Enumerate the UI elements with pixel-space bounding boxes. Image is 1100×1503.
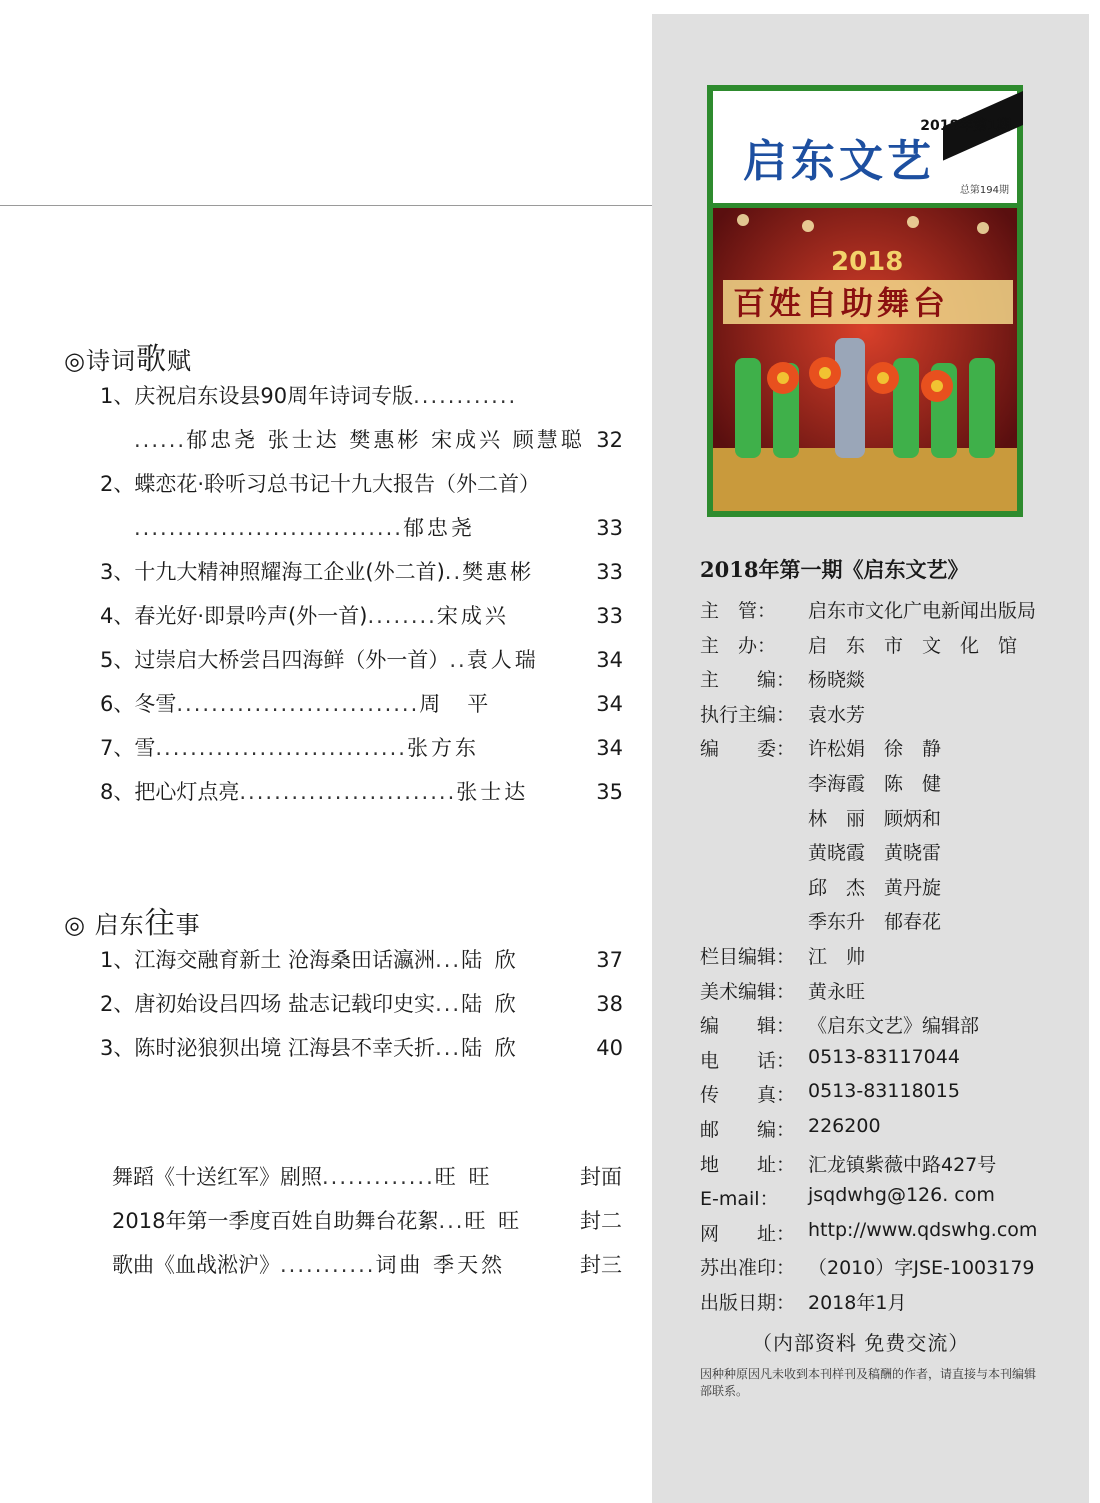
masthead-row <box>700 1218 1038 1246</box>
entry-number: 1、 <box>100 948 135 972</box>
entry-number: 5、 <box>100 648 135 672</box>
masthead-label: 编 委： <box>700 738 796 761</box>
toc-entry <box>134 514 623 542</box>
entry-title: 雪 <box>134 736 156 760</box>
masthead-value: 黄晓霞 黄晓雷 <box>808 842 942 865</box>
entry-author: 张方东 <box>406 736 479 760</box>
masthead-row <box>700 1080 960 1107</box>
masthead-label: 传 真： <box>700 1084 796 1107</box>
masthead-row <box>700 977 866 1004</box>
section-title-poetry: ◎诗词歌赋 <box>64 342 192 377</box>
entry-page: 33 <box>596 604 623 628</box>
credit-title: 2018年第一季度百姓自助舞台花絮 <box>112 1209 439 1233</box>
credit-page: 封面 <box>580 1165 622 1189</box>
entry-author: 周 平 <box>419 692 492 716</box>
distribution-note: （内部资料 免费交流） <box>752 1331 970 1355</box>
toc-entry <box>100 1034 623 1062</box>
masthead-row <box>700 942 866 969</box>
masthead-value: http://www.qdswhg.com <box>808 1218 1038 1241</box>
toc-entry <box>100 558 623 586</box>
section-title-history: ◎ 启东往事 <box>64 906 201 941</box>
leader-dots: ... <box>435 948 462 972</box>
masthead-value: 汇龙镇紫薇中路427号 <box>808 1153 997 1176</box>
entry-page: 34 <box>596 648 623 672</box>
entry-number: 7、 <box>100 736 135 760</box>
entry-author: 陆 欣 <box>461 992 519 1016</box>
toc-entry <box>100 990 623 1018</box>
stage-photo-image <box>713 208 1017 511</box>
masthead-row <box>700 1150 997 1177</box>
masthead-label: 苏出准印： <box>700 1257 796 1280</box>
masthead-row <box>700 700 866 727</box>
leader-dots: ... <box>438 1209 465 1233</box>
banner-year: 2018 <box>831 247 904 277</box>
entry-title: 过崇启大桥尝吕四海鲜（外一首） <box>134 648 450 672</box>
entry-number: 2、 <box>100 992 135 1016</box>
masthead-label: 出版日期： <box>700 1292 796 1314</box>
masthead-label: 执行主编： <box>700 703 796 726</box>
masthead-value: 2018年1月 <box>808 1292 907 1314</box>
credit-entry <box>112 1251 622 1279</box>
masthead-label: 地 址： <box>700 1153 796 1176</box>
leader-dots: ........... <box>280 1253 376 1277</box>
credit-title: 舞蹈《十送红军》剧照 <box>112 1165 322 1189</box>
credit-title: 歌曲《血战淞沪》 <box>112 1253 280 1277</box>
entry-title: 把心灯点亮 <box>134 780 240 804</box>
toc-entry <box>100 470 623 498</box>
entry-title: 十九大精神照耀海工企业(外二首) <box>134 560 445 584</box>
entry-title: 庆祝启东设县90周年诗词专版 <box>134 384 414 408</box>
leader-dots: ......................... <box>239 780 457 804</box>
toc-entry <box>100 946 623 974</box>
entry-title: 江海交融育新土 沧海桑田话瀛洲 <box>134 948 436 972</box>
cover-title: 启东文艺 <box>743 136 935 187</box>
leader-dots: ............. <box>322 1165 435 1189</box>
masthead-label: 主 编： <box>700 669 796 692</box>
entry-page: 38 <box>596 992 623 1016</box>
entry-page: 40 <box>596 1036 623 1060</box>
entry-number: 1、 <box>100 384 135 408</box>
masthead-value: 启 东 市 文 化 馆 <box>808 634 1018 657</box>
masthead-value: 袁水芳 <box>808 703 866 726</box>
entry-page: 33 <box>596 516 623 540</box>
masthead-value: 0513-83118015 <box>808 1080 960 1103</box>
masthead-label: E-mail： <box>700 1188 779 1211</box>
masthead-value: 《启东文艺》编辑部 <box>808 1015 980 1038</box>
entry-author: 郁忠尧 张士达 樊惠彬 宋成兴 顾慧聪 <box>186 428 585 452</box>
banner-text: 百姓自助舞台 <box>733 284 950 322</box>
entry-page: 37 <box>596 948 623 972</box>
entry-title: 唐初始设吕四场 盐志记载印史实 <box>134 992 436 1016</box>
toc-entry <box>134 426 623 454</box>
entry-number: 6、 <box>100 692 135 716</box>
masthead-value: 李海霞 陈 健 <box>808 773 942 795</box>
entry-author: 张士达 <box>456 780 529 804</box>
fine-print: 因种种原因凡未收到本刊样刊及稿酬的作者，请直接与本刊编辑部联系。 <box>700 1367 1037 1398</box>
credit-entry <box>112 1207 622 1235</box>
entry-title: 春光好·即景吟声(外一首) <box>134 604 368 628</box>
masthead-label: 电 话： <box>700 1049 796 1072</box>
toc-entry <box>100 778 623 806</box>
leader-dots: .. <box>444 560 463 584</box>
leader-dots: .. <box>449 648 467 672</box>
credit-author: 词曲 季天然 <box>375 1253 506 1277</box>
masthead-row <box>700 1184 995 1211</box>
toc-entry <box>100 734 623 762</box>
masthead-heading: 2018年第一期《启东文艺》 <box>700 557 969 582</box>
credit-entry <box>112 1163 622 1191</box>
masthead-label: 编 辑： <box>700 1015 796 1038</box>
masthead-value: 黄永旺 <box>808 980 866 1003</box>
masthead-value: 启东市文化广电新闻出版局 <box>808 600 1037 622</box>
leader-dots: ........ <box>367 604 437 628</box>
cover-total-issue: 总第194期 <box>959 185 1009 196</box>
credit-page: 封三 <box>580 1253 622 1277</box>
entry-author: 陆 欣 <box>461 948 519 972</box>
header-divider <box>0 205 652 206</box>
entry-page: 32 <box>596 428 623 452</box>
leader-dots: ............................ <box>176 692 420 716</box>
toc-entry <box>100 690 623 718</box>
entry-page: 33 <box>596 560 623 584</box>
masthead-value: 226200 <box>808 1115 881 1137</box>
masthead-label: 网 址： <box>700 1222 796 1245</box>
leader-dots: ...... <box>134 428 187 452</box>
cover-photo <box>713 208 1017 511</box>
toc-entry <box>100 646 623 674</box>
entry-page: 34 <box>596 736 623 760</box>
toc-entry <box>100 602 623 630</box>
masthead-value: 江 帅 <box>808 946 866 968</box>
masthead-value: 季东升 郁春花 <box>808 911 942 934</box>
cover-issue: 2018年第1期 <box>920 118 1011 134</box>
masthead-value: 许松娟 徐 静 <box>808 738 942 761</box>
credit-author: 旺 旺 <box>464 1209 523 1233</box>
entry-author: 陆 欣 <box>461 1036 519 1060</box>
masthead-label: 主 管： <box>700 600 777 622</box>
masthead-row <box>700 1115 881 1142</box>
leader-dots: ............................... <box>134 516 403 540</box>
entry-author: 樊惠彬 <box>462 560 535 584</box>
masthead-value: 0513-83117044 <box>808 1045 960 1068</box>
masthead-value: jsqdwhg@126. com <box>808 1184 995 1207</box>
leader-dots: ............................. <box>155 736 407 760</box>
entry-page: 35 <box>596 780 623 804</box>
leader-dots: ... <box>435 1036 462 1060</box>
masthead-row <box>700 1011 980 1038</box>
entry-title: 冬雪 <box>134 692 177 716</box>
credit-page: 封二 <box>580 1209 622 1233</box>
entry-title: 陈时泌狼狈出境 江海县不幸夭折 <box>134 1036 436 1060</box>
entry-number: 3、 <box>100 1036 135 1060</box>
entry-author: 宋成兴 <box>436 604 509 628</box>
entry-title: 蝶恋花·聆听习总书记十九大报告（外二首） <box>134 472 541 496</box>
credit-author: 旺 旺 <box>434 1165 493 1189</box>
masthead-row <box>700 734 942 761</box>
entry-number: 4、 <box>100 604 135 628</box>
entry-number: 8、 <box>100 780 135 804</box>
masthead-row <box>700 665 866 692</box>
masthead-value: 林 丽 顾炳和 <box>808 807 942 830</box>
masthead-label: 邮 编： <box>700 1119 796 1141</box>
toc-entry <box>100 382 623 410</box>
masthead-label: 美术编辑： <box>700 980 796 1003</box>
masthead-label: 主 办： <box>700 634 777 657</box>
entry-number: 3、 <box>100 560 135 584</box>
leader-dots: ............ <box>413 384 518 408</box>
entry-page: 34 <box>596 692 623 716</box>
cover-masthead <box>713 91 1017 203</box>
entry-number: 2、 <box>100 472 135 496</box>
entry-author: 袁人瑞 <box>466 648 539 672</box>
masthead-row <box>700 596 1037 623</box>
masthead-value: （2010）字JSE-1003179 <box>808 1257 1035 1280</box>
masthead-value: 杨晓燚 <box>808 669 866 692</box>
masthead-row <box>700 1253 1035 1280</box>
masthead-row <box>700 1045 960 1073</box>
masthead-row <box>700 631 1018 658</box>
magazine-cover <box>707 85 1023 517</box>
masthead-label: 栏目编辑： <box>700 946 796 968</box>
masthead-value: 邱 杰 黄丹旋 <box>808 876 942 899</box>
leader-dots: ... <box>435 992 462 1016</box>
entry-author: 郁忠尧 <box>402 516 475 540</box>
masthead-row <box>700 1288 907 1315</box>
